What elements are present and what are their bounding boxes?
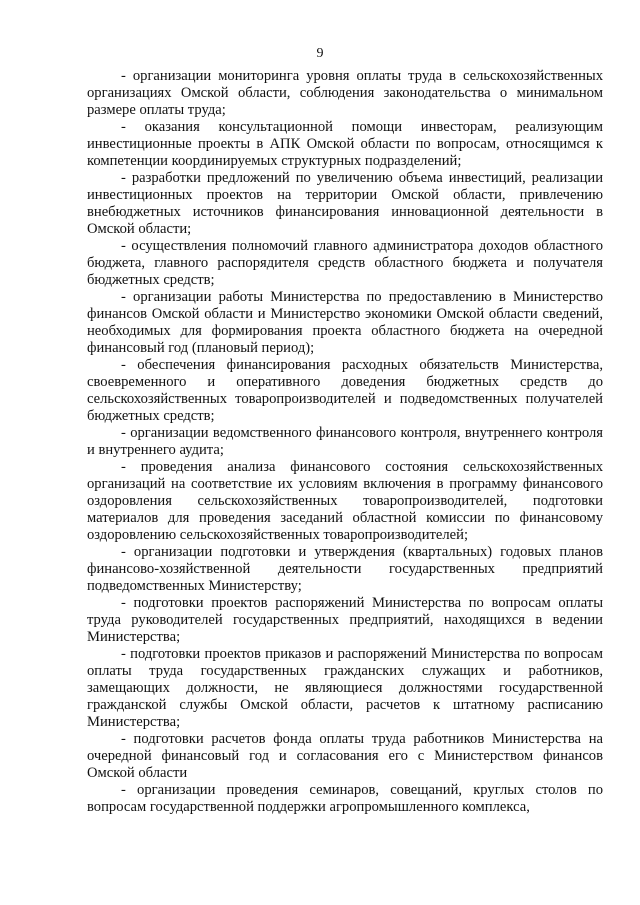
paragraph: - разработки предложений по увеличению объема инвестиций, реализации инвестиционных проектов на территории Омской области, привлечению внебюджетных источников финансирования инновационной деятельности в Омской области; [87,170,603,237]
paragraph: - обеспечения финансирования расходных обязательств Министерства, своевременного и оперативного доведения бюджетных средств до сельскохозяйственных товаропроизводителей и подведомственных получателей бюджетных средств; [87,357,603,424]
paragraph: - подготовки проектов приказов и распоряжений Министерства по вопросам оплаты труда государственных гражданских служащих и работников, замещающих должности, не являющиеся должностями государственной гражданской службы Омской области, расчетов к штатному расписанию Министерства; [87,646,603,730]
paragraph: - организации подготовки и утверждения (квартальных) годовых планов финансово-хозяйственной деятельности государственных предприятий подведомственных Министерству; [87,544,603,594]
paragraph: - организации проведения семинаров, совещаний, круглых столов по вопросам государственной поддержки агропромышленного комплекса, [87,782,603,815]
page-number: 9 [316,46,324,61]
paragraph: - подготовки расчетов фонда оплаты труда работников Министерства на очередной финансовый год и согласования его с Министерством финансов Омской области [87,731,603,781]
paragraph: - организации мониторинга уровня оплаты труда в сельскохозяйственных организациях Омской области, соблюдения законодательства о минимальном размере оплаты труда; [87,68,603,118]
paragraph: - осуществления полномочий главного администратора доходов областного бюджета, главного распорядителя средств областного бюджета и получателя бюджетных средств; [87,238,603,288]
paragraph: - организации работы Министерства по предоставлению в Министерство финансов Омской области и Министерство экономики Омской области сведений, необходимых для формирования проекта областного бюджета на очередной финансовый год (плановый период); [87,289,603,356]
paragraph: - проведения анализа финансового состояния сельскохозяйственных организаций на соответствие их условиям включения в программу финансового оздоровления сельскохозяйственных товаропроизводителей, подготовки материалов для проведения заседаний областной комиссии по финансовому оздоровлению сельскохозяйственных товаропроизводителей; [87,459,603,543]
paragraph: - организации ведомственного финансового контроля, внутреннего контроля и внутреннего аудита; [87,425,603,458]
paragraph: - оказания консультационной помощи инвесторам, реализующим инвестиционные проекты в АПК Омской области по вопросам, относящимся к компетенции координируемых структурных подразделений; [87,119,603,169]
paragraph: - подготовки проектов распоряжений Министерства по вопросам оплаты труда руководителей государственных предприятий, находящихся в ведении Министерства; [87,595,603,645]
body-text [87,68,603,816]
